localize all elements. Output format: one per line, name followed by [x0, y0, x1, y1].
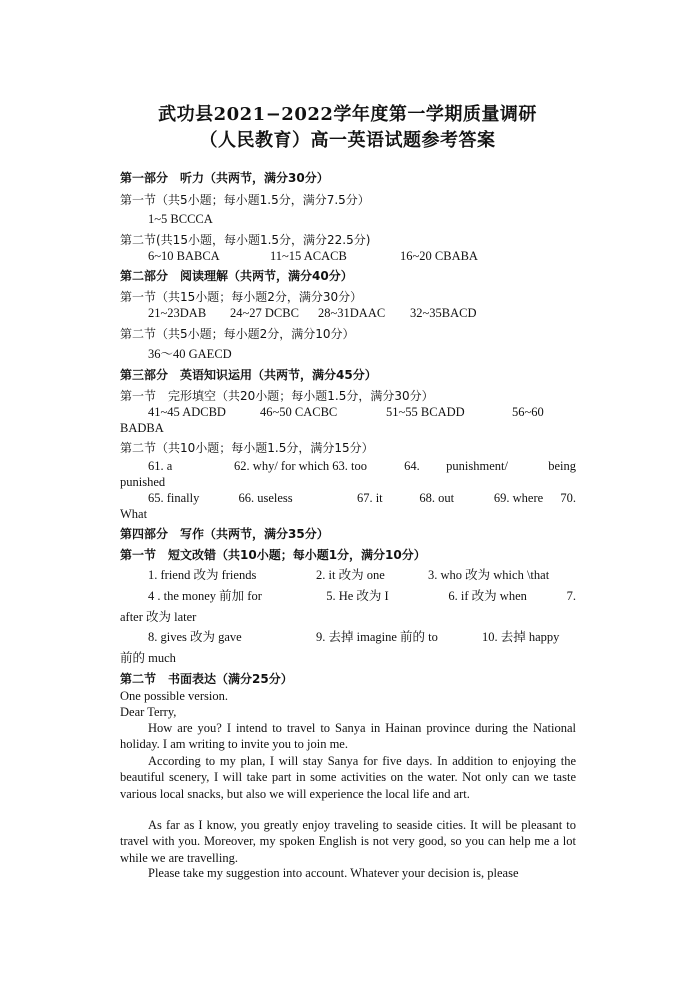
answer-group: 56~60 [512, 405, 544, 419]
part4-sec1-heading: 第一节 短文改错（共10小题；每小题1分，满分10分） [120, 548, 426, 562]
part3-heading: 第三部分 英语知识运用（共两节，满分45分） [120, 368, 377, 382]
correction-item: 3. who 改为 which \that [428, 568, 550, 582]
part4-sec1-row2 [148, 588, 576, 604]
answer-item: 70. [560, 491, 576, 505]
answer-group: 16~20 CBABA [400, 249, 478, 263]
title-line-2: （人民教育）高一英语试题参考答案 [199, 130, 496, 151]
essay-paragraph-1: How are you? I intend to travel to Sanya in Hainan province during the National holiday. I am writing to invite you to join me. [120, 721, 576, 752]
answer-group: 28~31DAAC [318, 306, 386, 320]
part4-sec1-row3-wrap: 前的 much [120, 651, 176, 665]
part2-sec2-heading: 第二节（共5小题；每小题2分，满分10分） [120, 327, 355, 341]
essay-paragraph-3: As far as I know, you greatly enjoy traveling to seaside cities. It will be pleasant to travel with you. Moreover, my spoken English is not very good, so you can help me a lot while we are travelling. [120, 818, 576, 865]
answer-group: 51~55 BCADD [386, 405, 465, 419]
essay-paragraph-4: Please take my suggestion into account. Whatever your decision is, please [148, 866, 519, 880]
part1-sec1-heading: 第一节（共5小题；每小题1.5分，满分7.5分） [120, 193, 370, 207]
part2-heading: 第二部分 阅读理解（共两节，满分40分） [120, 269, 353, 283]
part3-sec2-row2 [148, 490, 576, 506]
essay-version: One possible version. [120, 689, 228, 703]
correction-item: 7. [566, 589, 576, 603]
part1-heading: 第一部分 听力（共两节，满分30分） [120, 171, 329, 185]
essay-paragraph-2: According to my plan, I will stay Sanya for five days. In addition to enjoying the beautiful scenery, I will take part in some activities on the water. Not only can we taste various local snacks, but also we will experience the local life and art. [120, 754, 576, 801]
title-line-1: 武功县2021−2022学年度第一学期质量调研 [158, 104, 537, 125]
correction-item: 2. it 改为 one [316, 568, 385, 582]
part4-heading: 第四部分 写作（共两节，满分35分） [120, 527, 329, 541]
answer-item: 66. useless [238, 491, 293, 505]
part3-sec1-heading: 第一节 完形填空（共20小题；每小题1.5分，满分30分） [120, 389, 434, 403]
answer-item: 65. finally [148, 491, 200, 505]
part2-sec1-heading: 第一节（共15小题；每小题2分，满分30分） [120, 290, 363, 304]
answer-group: 41~45 ADCBD [148, 405, 226, 419]
part2-sec2-answers: 36～40 GAECD [148, 347, 232, 361]
correction-item: 6. if 改为 when [448, 589, 527, 603]
correction-item: 8. gives 改为 gave [148, 630, 242, 644]
answer-group: 21~23DAB [148, 306, 207, 320]
part1-sec1-answers: 1~5 BCCCA [148, 212, 213, 226]
part4-sec1-row2-wrap: after 改为 later [120, 610, 197, 624]
answer-item: 62. why/ for which 63. too [234, 459, 368, 473]
part3-sec2-row1-wrap: punished [120, 475, 166, 489]
answer-group: 32~35BACD [410, 306, 477, 320]
correction-item: 1. friend 改为 friends [148, 568, 257, 582]
answer-item: 61. a [148, 459, 173, 473]
answer-item: 69. where [493, 491, 544, 505]
answer-group: 6~10 BABCA [148, 249, 220, 263]
part3-sec2-row2-wrap: What [120, 507, 148, 521]
correction-item: 9. 去掉 imagine 前的 to [316, 630, 438, 644]
part3-sec1-wrap: BADBA [120, 421, 164, 435]
answer-item: punishment/ [446, 459, 508, 473]
part4-sec2-heading: 第二节 书面表达（满分25分） [120, 672, 293, 686]
part1-sec2-heading: 第二节(共15小题，每小题1.5分，满分22.5分) [120, 233, 371, 247]
part3-sec2-row1 [148, 458, 576, 474]
essay-greeting: Dear Terry, [120, 705, 177, 719]
correction-item: 10. 去掉 happy [482, 630, 560, 644]
answer-item: 67. it [356, 491, 383, 505]
correction-item: 4 . the money 前加 for [148, 589, 262, 603]
answer-group: 46~50 CACBC [260, 405, 338, 419]
answer-item: being [548, 459, 576, 473]
part3-sec2-heading: 第二节（共10小题；每小题1.5分，满分15分） [120, 441, 374, 455]
answer-group: 11~15 ACACB [270, 249, 347, 263]
answer-group: 24~27 DCBC [230, 306, 299, 320]
answer-item: 68. out [419, 491, 455, 505]
correction-item: 5. He 改为 I [326, 589, 389, 603]
answer-item: 64. [404, 459, 420, 473]
